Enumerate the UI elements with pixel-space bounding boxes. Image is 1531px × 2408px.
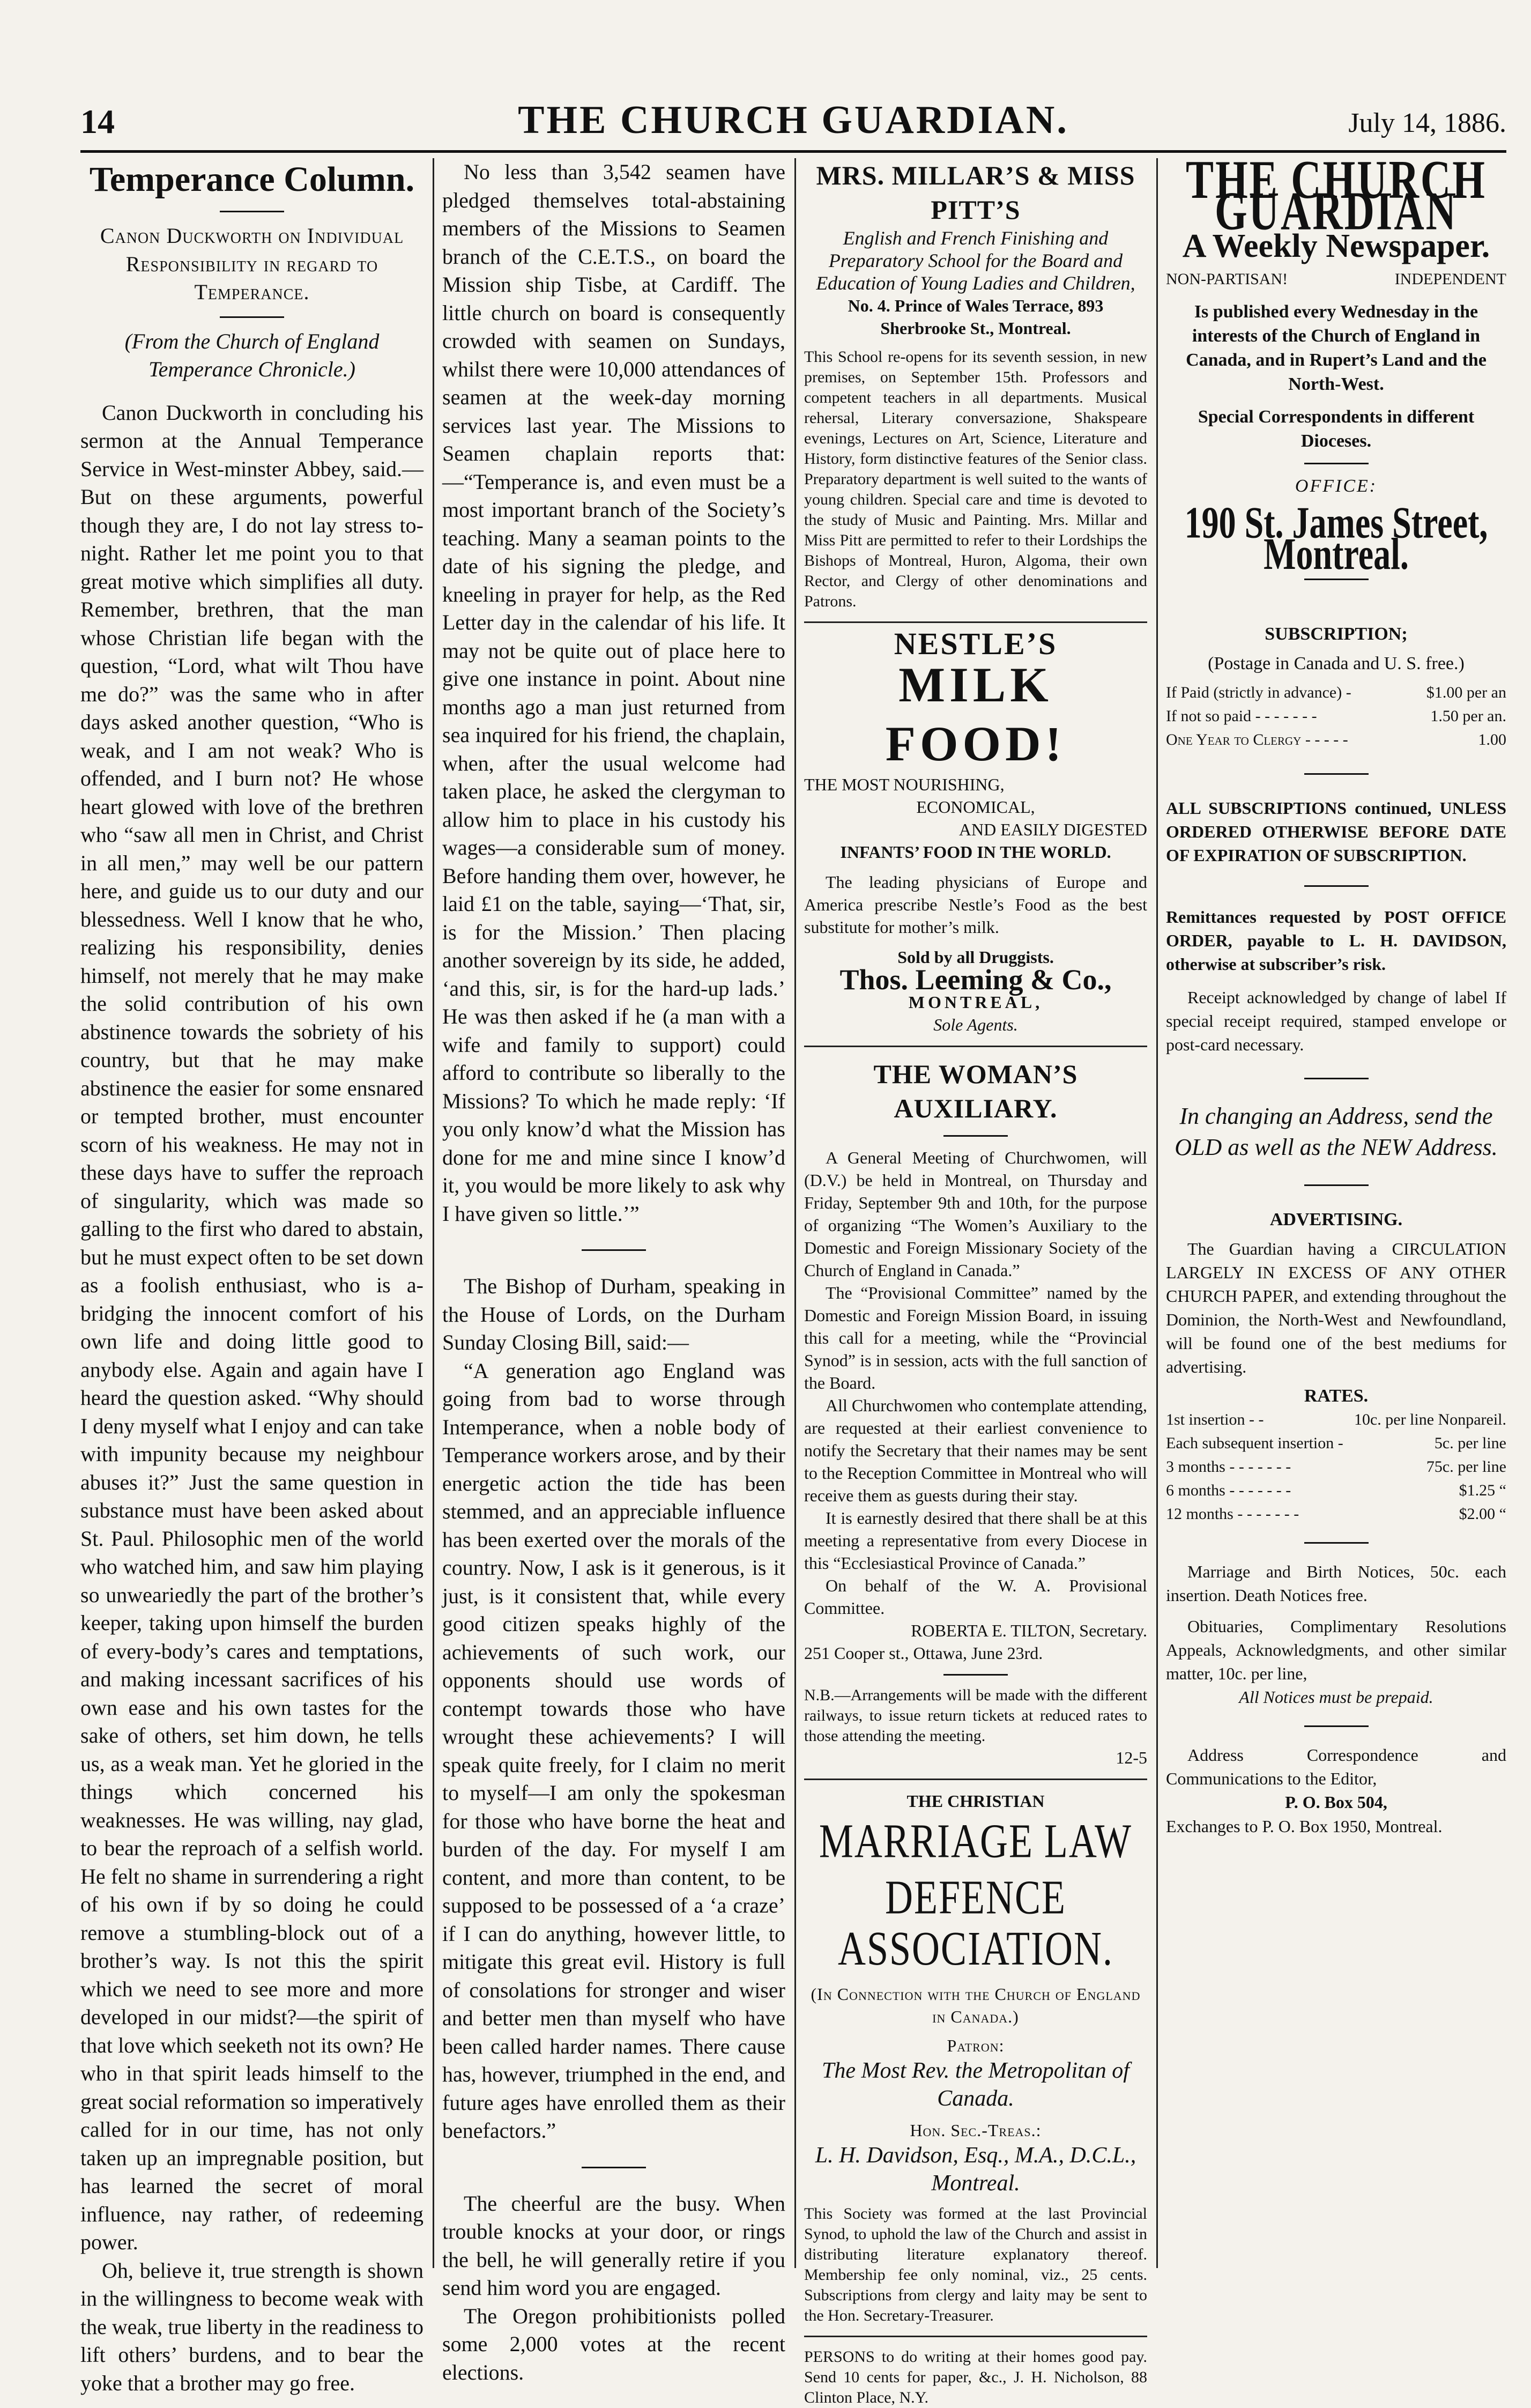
article-subheading: Canon Duckworth on Individual Responsibility in regard to Temperance. [100,224,404,304]
advertising-label: ADVERTISING. [1269,1210,1403,1229]
notice-paragraph: All Churchwomen who contemplate attending, are requested at their earliest convenience to notify the Secretary that their names may be sent to the Reception Committee in Montreal who will receive them as guests during their stay. [804,1396,1147,1505]
marriage-notices: Marriage and Birth Notices, 50c. each insertion. Death Notices free. [1166,1562,1506,1605]
ad-rate-row [1166,1455,1506,1479]
divider [1304,1542,1369,1544]
womans-auxiliary-title: THE WOMAN’S AUXILIARY. [873,1059,1078,1123]
article-paragraph: The cheerful are the busy. When trouble knocks at your door, or rings the bell, he will generally retire if you send him word you are engaged. [442,2191,785,2300]
paper-weekly: A Weekly Newspaper. [1182,228,1490,264]
school-ad-title: MRS. MILLAR’S & MISS PITT’S [816,160,1135,225]
article-source: (From the Church of England Temperance Chronicle.) [124,329,380,381]
nestle-name: NESTLE’S [894,626,1058,661]
divider [220,211,284,212]
ad-rate-value: $2.00 “ [1459,1505,1506,1523]
rates-label: RATES. [1304,1386,1369,1406]
subscription-continued: ALL SUBSCRIPTIONS continued, UNLESS ORDERED OTHERWISE BEFORE DATE OF EXPIRATION OF SUBSCRIPTION. [1166,798,1506,865]
correspondence-note: Address Correspondence and Communications to the Editor, [1166,1745,1506,1788]
rate-label: If Paid (strictly in advance) - [1166,684,1351,701]
paper-stance [1166,267,1506,291]
obituaries: Obituaries, Complimentary Resolutions Appeals, Acknowledgments, and other similar matter, 10c. per line, [1166,1617,1506,1683]
column-news [442,158,785,2387]
nestle-headline: MILK FOOD! [885,657,1066,771]
marriage-law-patron-label: Patron: [947,2036,1005,2055]
marriage-law-title-2: ASSOCIATION. [837,1922,1114,1975]
paper-correspondents: Special Correspondents in different Dioceses. [1198,407,1475,451]
ad-rate-value: $1.25 “ [1459,1481,1506,1499]
divider [804,2336,1147,2337]
divider [1304,1078,1369,1079]
rate-row [1166,728,1506,752]
column-publisher-info [1166,149,1506,1838]
paper-masthead: THE CHURCH GUARDIAN [1186,149,1487,241]
ad-rate-label: 3 months - - - - - - - [1166,1458,1291,1476]
ad-rate-label: 1st insertion - - [1166,1411,1264,1428]
marriage-law-patron: The Most Rev. the Metropolitan of Canada. [822,2058,1129,2111]
ad-rate-value: 5c. per line [1434,1434,1506,1452]
ad-rate-row [1166,1408,1506,1432]
article-paragraph: Oh, believe it, true strength is shown in the willingness to become weak with the weak, true liberty in the readiness to lift others’ burdens, and to bear the yoke that a brother may go free. [80,2258,423,2395]
notice-signature: ROBERTA E. TILTON, Secretary. [911,1621,1147,1640]
subscription-label: SUBSCRIPTION; [1265,624,1408,644]
article-paragraph: No less than 3,542 seamen have pledged themselves total-abstaining members of the Missions to Seamen branch of the C.E.T.S., on board the Mission ship Tisbe, at Cardiff. The little church on board is consequently crowded with seamen on Sundays, whilst there were 10,000 attendances of seamen at the week-day morning services last year. The Missions to Seamen chaplain reports that:—“Temperance is, and even must be a most important branch of the Society’s teaching. Many a seaman points to the date of his signing the pledge, and kneeling in prayer for help, as the Red Letter day in the calendar of his life. It may not be quite out of place here to give one instance in point. About nine months ago a man just returned from sea inquired for his friend, the chaplain, when, after the usual welcome had taken place, he asked the clergyman to allow him to place in his custody his wages—a considerable sum of money. Before handing them over, however, he laid £1 on the table, saying—‘That, sir, is for the Mission.’ Then placing another sovereign by its side, he added, ‘and this, sir, is for the hard-up lads.’ He was then asked if he (a man with a wife and family to support) could afford to contribute so liberally to the Missions? To which he made reply: ‘If you only know’d what the Mission has done for me and mine since I know’d it, you would be more likely to ask why I have given so little.’” [442,160,785,1226]
agent-city: MONTREAL, [908,992,1043,1012]
exchanges: Exchanges to P. O. Box 1950, Montreal. [1166,1817,1443,1836]
article-paragraph: The Oregon prohibitionists polled some 2,000 votes at the recent elections. [442,2303,785,2384]
newspaper-page [80,91,1506,2406]
nestle-line: ECONOMICAL, [916,797,1035,817]
divider [804,1046,1147,1047]
school-ad-subtitle: English and French Finishing and Preparatory School for the Board and Education of Young Ladies and Children, [816,227,1135,294]
ad-rate-row [1166,1432,1506,1455]
divider [1304,773,1369,775]
ad-rate-value: 10c. per line Nonpareil. [1354,1411,1506,1428]
notice-code: 12-5 [1116,1748,1147,1767]
notice-paragraph: The “Provisional Committee” named by the Domestic and Foreign Mission Board, in issuing this call for a meeting, while the “Provincial Synod” is in session, acts with the full sanction of the Board. [804,1283,1147,1392]
notice-paragraph: On behalf of the W. A. Provisional Committee. [804,1576,1147,1618]
newspaper-title: THE CHURCH GUARDIAN. [518,98,1069,142]
notice-address: 251 Cooper st., Ottawa, June 23rd. [804,1643,1043,1663]
column-divider [1156,158,1158,2268]
notice-paragraph: A General Meeting of Churchwomen, will (D.V.) be held in Montreal, on Thursday and Friday, September 9th and 10th, for the purpose of organizing “The Women’s Auxiliary to the Domestic and Foreign Missionary Society of the Church of England in Canada.” [804,1148,1147,1280]
office-address: 190 St. James Street, Montreal. [1184,498,1488,579]
nestle-sold: Sold by all Druggists. [897,947,1054,967]
notice-nb: N.B.—Arrangements will be made with the different railways, to issue return tickets at reduced rates to those attending the meeting. [804,1686,1147,1745]
rate-value: $1.00 per an [1426,684,1506,701]
ad-rate-value: 75c. per line [1426,1458,1506,1476]
rate-label: If not so paid - - - - - - - [1166,707,1317,725]
prepaid-note: All Notices must be prepaid. [1239,1687,1433,1707]
divider [1304,885,1369,887]
page-number: 14 [80,102,115,140]
rate-row [1166,681,1506,705]
masthead [80,91,1506,153]
article-paragraph: “A generation ago England was going from bad to worse through Intemperance, when a noble body of Temperance workers arose, and by their energetic action the tide has been stemmed, and an appreciable influence has been exerted over the morals of the country. Now, I ask is it generous, is it just, is it consistent that, while every good citizen speaks highly of the achievements of such work, our opponents should use words of contempt towards those who have wrought these achievements? I will speak quite freely, for I claim no merit to myself—I am only the spokesman for those who have borne the heat and burden of the day. For myself I am content, and more than content, to be supposed to be possessed of a ‘a craze’ if I can do anything, however little, to mitigate this great evil. History is full of consolations for stronger and wiser and better men than myself who have been called harder names. There cause has, however, triumphed in the end, and future ages have enrolled them as their benefactors.” [442,1358,785,2143]
po-box: P. O. Box 504, [1285,1792,1387,1812]
article-paragraph: The Bishop of Durham, speaking in the House of Lords, on the Durham Sunday Closing Bill, said:— [442,1274,785,1354]
column-divider [794,158,796,2268]
divider [1304,463,1369,464]
marriage-law-the: THE CHRISTIAN [906,1791,1045,1811]
rate-row [1166,705,1506,728]
receipt-note: Receipt acknowledged by change of label If special receipt required, stamped envelope or post-card necessary. [1166,988,1506,1054]
issue-date: July 14, 1886. [1348,108,1506,138]
divider [943,1135,1008,1137]
marriage-law-secretary: L. H. Davidson, Esq., M.A., D.C.L., Montreal. [815,2143,1136,2196]
ad-rate-label: Each subsequent insertion - [1166,1434,1343,1452]
article-paragraph: Canon Duckworth in concluding his sermon at the Annual Temperance Service in West-minster Abbey, said.—But on these arguments, powerful though they are, I do not lay stress to-night. Rather let me point you to that great motive which simplifies all duty. Remember, brethren, that the man whose Christian life began with the question, “Lord, what wilt Thou have me do?” was the same who in after days asked another question, “Who is weak, and I am not weak? Who is offended, and I burn not? He whose heart glowed with love of the brethren who “saw all men in Christ, and Christ in all men,” may well be our pattern here, and guide us to our duty and our blessedness. Well I know that he who, realizing his responsibility, denies himself, not merely that he may make the solid contribution of his own abstinence towards the sobriety of his country, but that he may make abstinence the easier for some ensnared or tempted brother, must encounter scorn of his weakness. He may not in these days have to suffer the reproach of singularity, which was made so galling to the first who dared to abstain, but he must expect often to be set down as a foolish enthusiast, who is a-bridging the innocent comfort of his own life and doing little good to anybody else. Again and again have I heard the question asked. “Why should I deny myself what I enjoy and can take with impunity because my neighbour abuses it?” Just the same question in substance must have been asked about St. Paul. Philosophic men of the world who watched him, and saw him playing so unweariedly the part of the brother’s keeper, taking upon himself the burden of every-body’s cares and temptations, and making incessant sacrifices of his own ease and his own tastes for the sake of others, set him down, he tells us, as a weak man. Yet he gloried in the things which concerned his weaknesses. He was willing, nay glad, to bear the reproach of a selfish world. He felt no shame in surrendering a right of his own if by so doing he could remove a stumbling-block out of a brother’s way. Is not this the spirit which we need to see more and more developed in our midst?—the spirit of that love which seeketh not its own? He who in that spirit leads himself to the great social reformation so imperatively called for in our time, has not only taken up an impregnable position, but has learned the secret of moral influence, nay rather, of redeeming power. [80,400,423,2254]
divider [1304,1184,1369,1186]
marriage-law-text: This Society was formed at the last Provincial Synod, to uphold the law of the Church and assist in distributing literature explanatory thereof. Membership fee only nominal, viz., 25 cents. Subscriptions from clergy and laity may be sent to the Hon. Secretary-Treasurer. [804,2205,1147,2324]
divider [1304,1725,1369,1727]
independent-label: INDEPENDENT [1394,270,1506,288]
nestle-line: AND EASILY DIGESTED [958,820,1147,839]
school-ad-address: No. 4. Prince of Wales Terrace, 893 Sherbrooke St., Montreal. [848,296,1104,338]
nestle-text: The leading physicians of Europe and America prescribe Nestle’s Food as the best substitute for mother’s milk. [804,872,1147,937]
address-change: In changing an Address, send the OLD as well as the NEW Address. [1175,1103,1498,1160]
agent-name: Thos. Leeming & Co., [839,964,1112,996]
divider [1304,579,1369,580]
rate-value: 1.50 per an. [1430,707,1506,725]
ad-rate-label: 12 months - - - - - - - [1166,1505,1299,1523]
paper-published: Is published every Wednesday in the interests of the Church of England in Canada, and in Rupert’s Land and the North-West. [1186,302,1487,394]
school-ad-text: This School re-opens for its seventh session, in new premises, on September 15th. Professors and competent teachers in all departments. Musical rehersal, Literary conversazione, Shakspeare evenings, Lectures on Art, Science, Literature and History, form distinctive features of the Senior class. Preparatory department is well suited to the wants of young children. Special care and time is devoted to the study of Music and Painting. Mrs. Millar and Miss Pitt are permitted to refer to their Lordships the Bishops of Montreal, Huron, Algoma, their own Rector, and Clergy of other denominations and Patrons. [804,348,1147,610]
column-divider [433,158,434,2268]
nonpartisan-label: NON-PARTISAN! [1166,270,1288,288]
ad-rate-label: 6 months - - - - - - - [1166,1481,1291,1499]
divider [804,1779,1147,1780]
divider [582,1249,646,1251]
persons-ad: PERSONS to do writing at their homes good pay. Send 10 cents for paper, &c., J. H. Nicholson, 88 Clinton Place, N.Y. [804,2348,1147,2406]
ad-rate-row [1166,1502,1506,1526]
nestle-line: THE MOST NOURISHING, [804,775,1005,794]
marriage-law-connection: (In Connection with the Church of England in Canada.) [811,1984,1141,2026]
divider [943,1674,1008,1676]
divider [220,316,284,318]
office-label: OFFICE: [1295,476,1378,496]
marriage-law-title: MARRIAGE LAW DEFENCE [819,1814,1133,1924]
divider [582,2167,646,2168]
notice-paragraph: It is earnestly desired that there shall be at this meeting a representative from every Diocese in this “Ecclesiastical Province of Canada.” [804,1508,1147,1573]
agent-role: Sole Agents. [933,1015,1018,1034]
column-temperance [80,158,423,2397]
rate-label: One Year to Clergy - - - - - [1166,731,1348,749]
nestle-line: INFANTS’ FOOD IN THE WORLD. [840,842,1111,862]
remittances: Remittances requested by POST OFFICE ORDER, payable to L. H. DAVIDSON, otherwise at subscriber’s risk. [1166,907,1506,974]
ad-rate-row [1166,1479,1506,1502]
column-advertisements [804,158,1147,2408]
temperance-heading: Temperance Column. [89,160,415,199]
subscription-postage: (Postage in Canada and U. S. free.) [1208,654,1465,673]
advertising-text: The Guardian having a CIRCULATION LARGELY IN EXCESS OF ANY OTHER CHURCH PAPER, and extending throughout the Dominion, the North-West and Newfoundland, will be found one of the best mediums for advertising. [1166,1239,1506,1376]
rate-value: 1.00 [1478,731,1506,749]
divider [804,621,1147,623]
marriage-law-secretary-label: Hon. Sec.-Treas.: [910,2121,1042,2140]
